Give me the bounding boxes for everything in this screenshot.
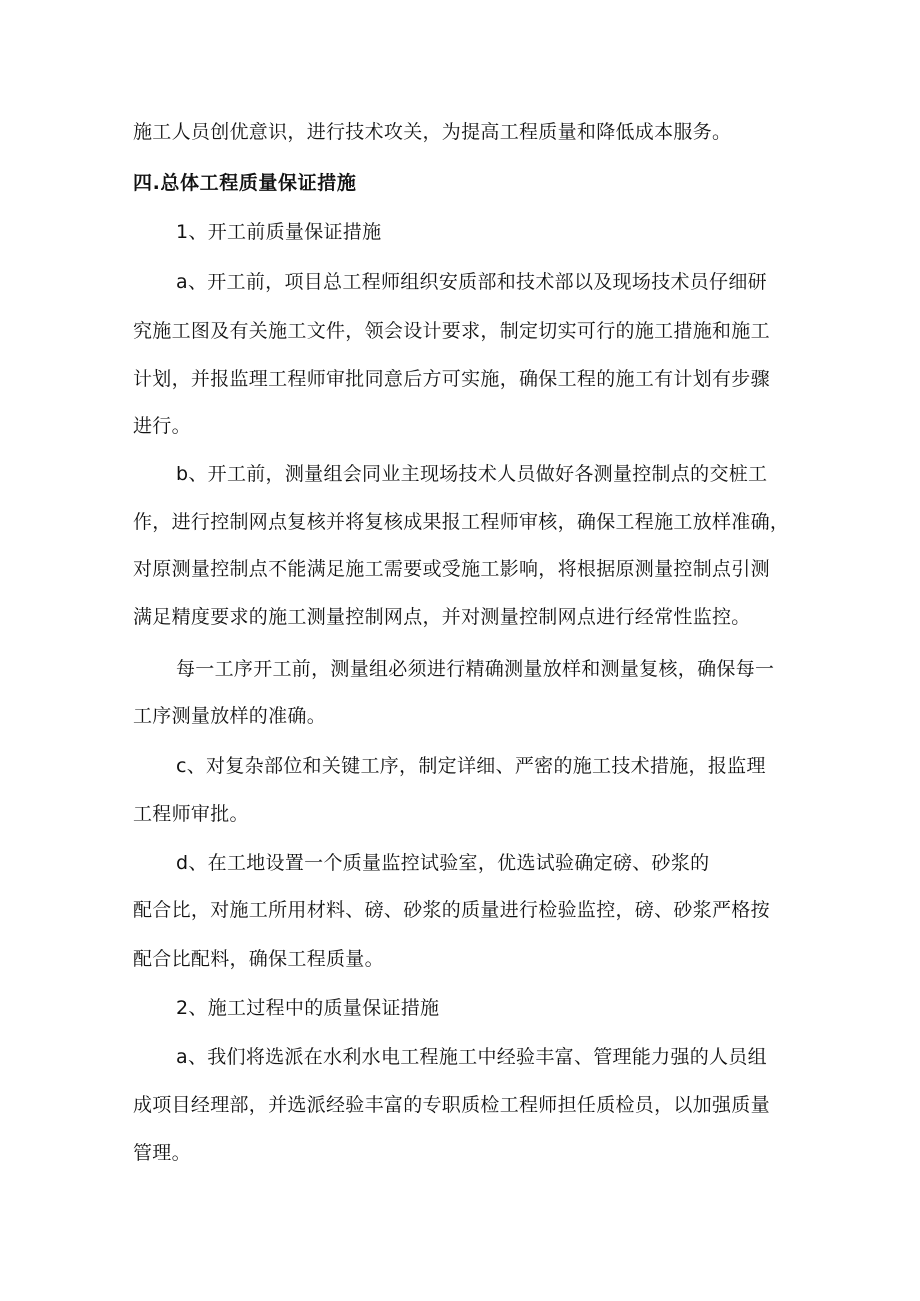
paragraph-line: 工程师审批。 xyxy=(133,803,249,825)
subsection-heading: 2、施工过程中的质量保证措施 xyxy=(176,997,440,1019)
paragraph-line: 管理。 xyxy=(133,1142,191,1164)
paragraph-line: 作，进行控制网点复核并将复核成果报工程师审核，确保工程施工放样准确， xyxy=(133,511,790,533)
paragraph-line: c、对复杂部位和关键工序，制定详细、严密的施工技术措施，报监理 xyxy=(176,755,766,777)
paragraph-line: 计划，并报监理工程师审批同意后方可实施，确保工程的施工有计划有步骤 xyxy=(133,368,770,390)
paragraph-line: 进行。 xyxy=(133,415,191,437)
paragraph-line: 工序测量放样的准确。 xyxy=(133,705,327,727)
paragraph-line: 成项目经理部，并选派经验丰富的专职质检工程师担任质检员，以加强质量 xyxy=(133,1094,770,1116)
paragraph-line: 究施工图及有关施工文件，领会设计要求，制定切实可行的施工措施和施工 xyxy=(133,320,770,342)
paragraph-line: 配合比，对施工所用材料、磅、砂浆的质量进行检验监控，磅、砂浆严格按 xyxy=(133,899,770,921)
paragraph-line: 满足精度要求的施工测量控制网点，并对测量控制网点进行经常性监控。 xyxy=(133,606,751,628)
paragraph-line: b、开工前，测量组会同业主现场技术人员做好各测量控制点的交桩工 xyxy=(176,463,768,485)
paragraph-line: 配合比配料，确保工程质量。 xyxy=(133,948,384,970)
paragraph-line: 每一工序开工前，测量组必须进行精确测量放样和测量复核，确保每一 xyxy=(176,658,775,680)
paragraph-line: 施工人员创优意识，进行技术攻关，为提高工程质量和降低成本服务。 xyxy=(133,121,732,143)
paragraph-line: a、开工前，项目总工程师组织安质部和技术部以及现场技术员仔细研 xyxy=(176,271,767,293)
subsection-heading: 1、开工前质量保证措施 xyxy=(176,221,382,243)
section-heading: 四.总体工程质量保证措施 xyxy=(133,172,357,194)
paragraph-line: a、我们将选派在水利水电工程施工中经验丰富、管理能力强的人员组 xyxy=(176,1046,767,1068)
paragraph-line: d、在工地设置一个质量监控试验室，优选试验确定磅、砂浆的 xyxy=(176,852,710,874)
paragraph-line: 对原测量控制点不能满足施工需要或受施工影响，将根据原测量控制点引测 xyxy=(133,558,770,580)
